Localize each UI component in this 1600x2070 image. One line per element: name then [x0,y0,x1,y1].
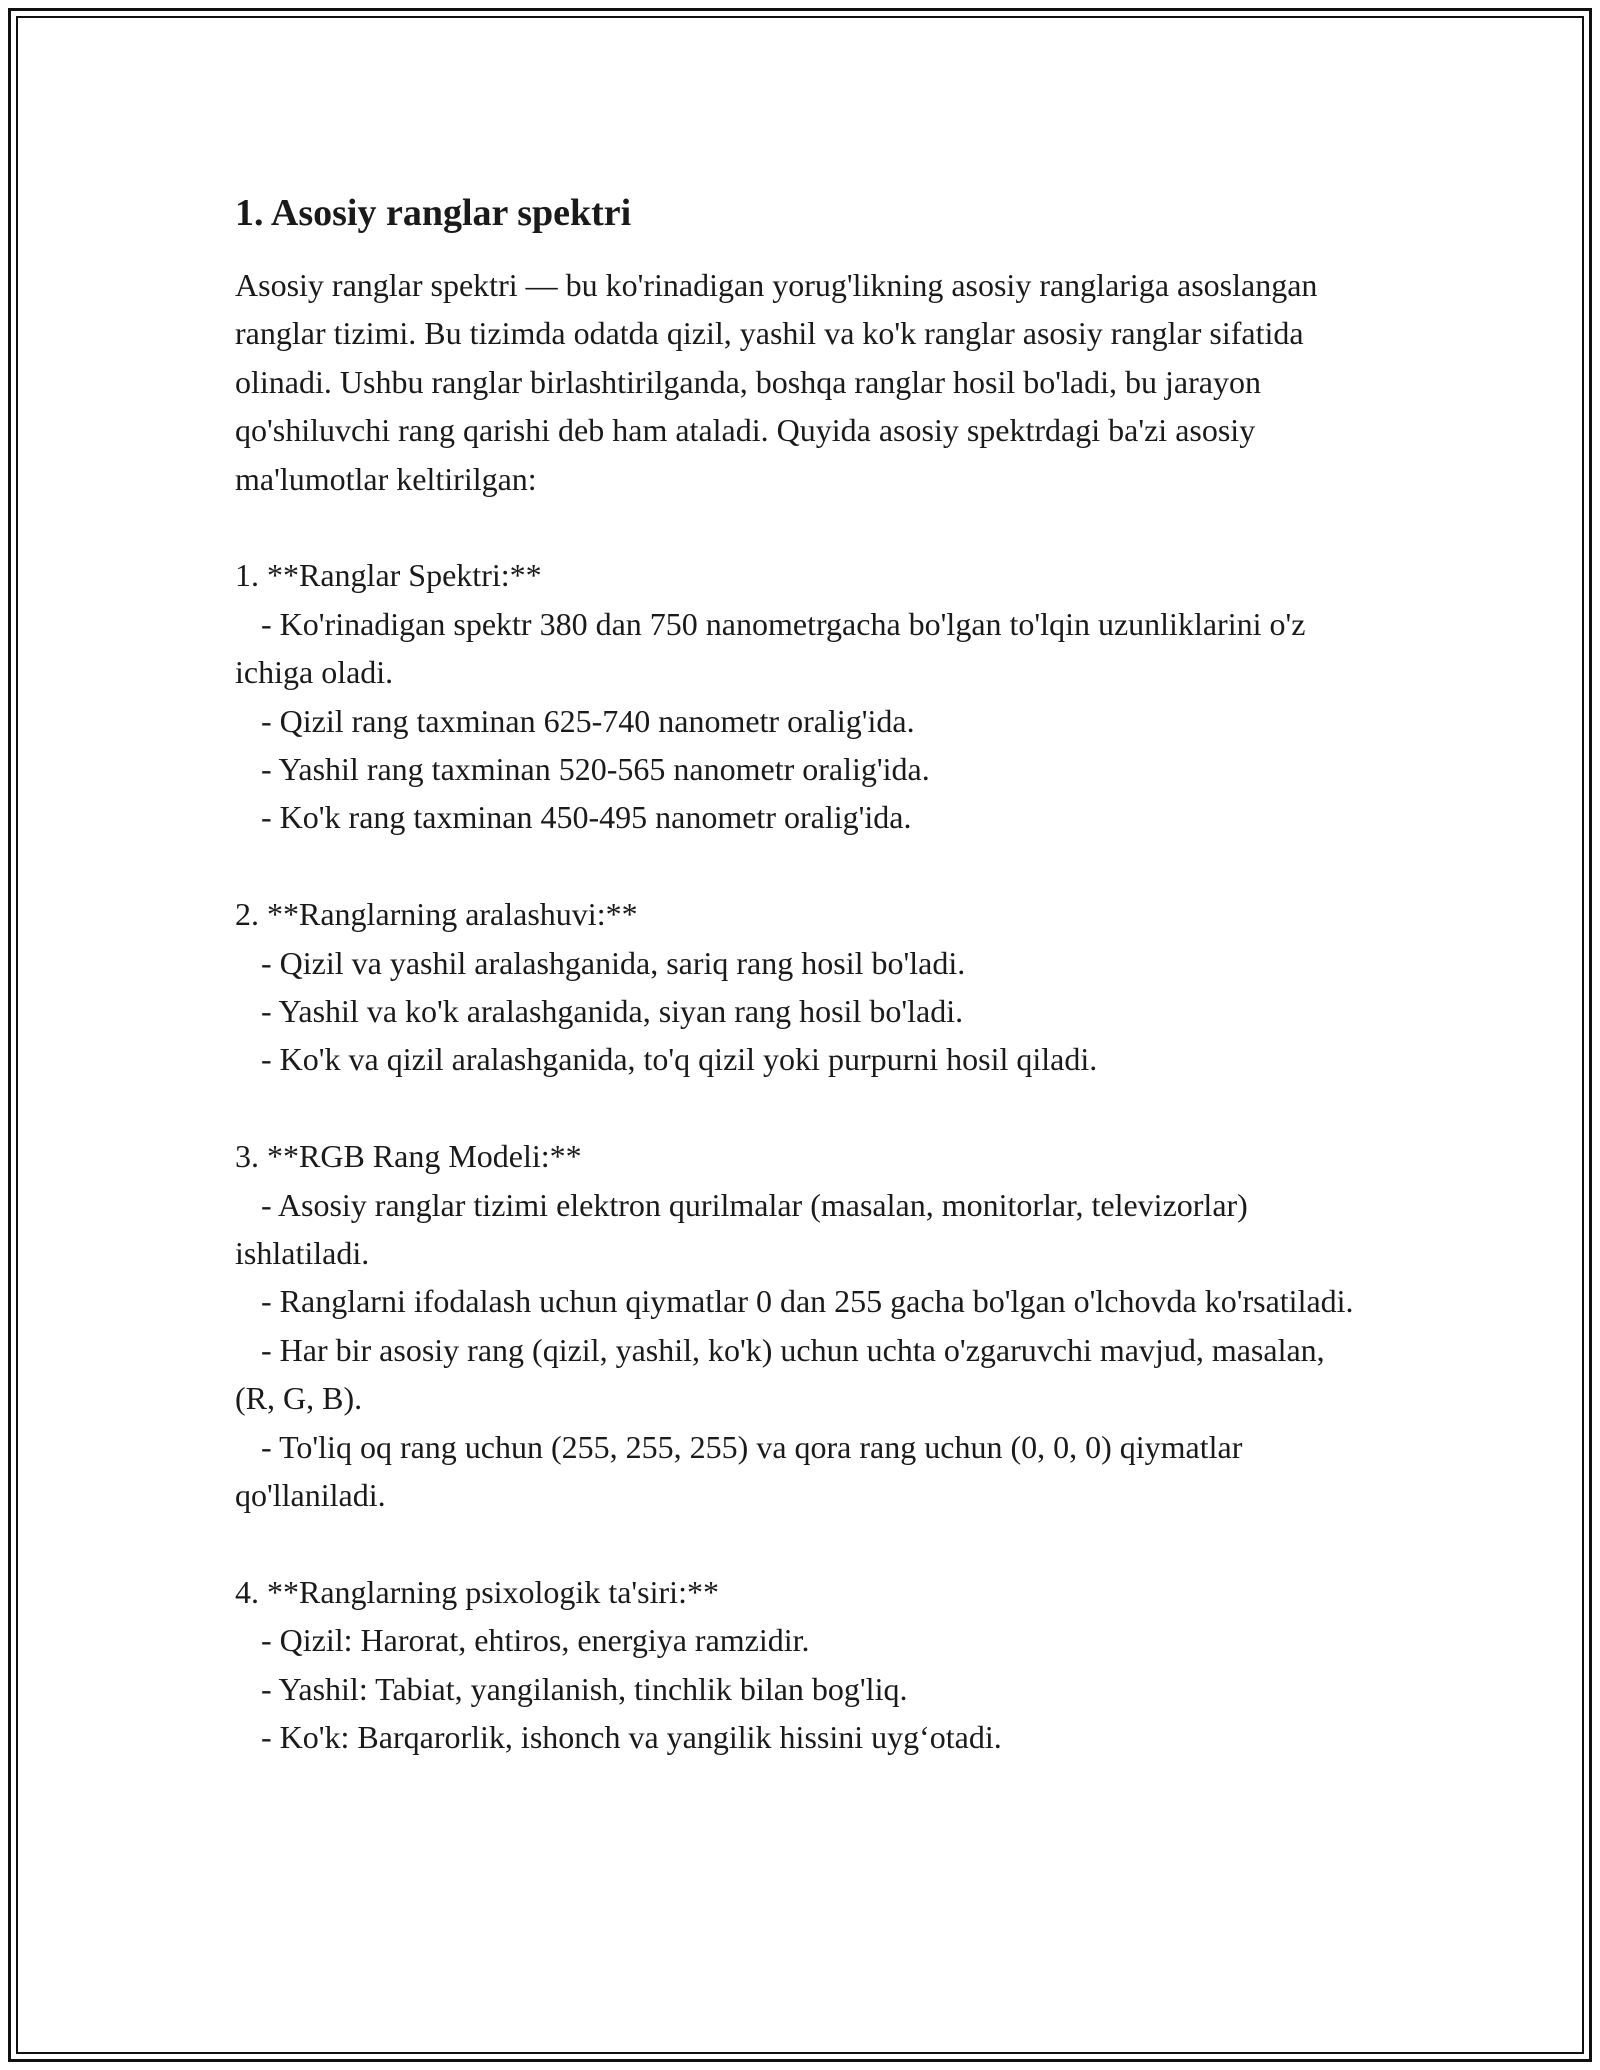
list-item: - Har bir asosiy rang (qizil, yashil, ko'k) uchun uchta o'zgaruvchi mavjud, masalan, (R, G, B). [235,1331,1325,1417]
list-item: - Qizil va yashil aralashganida, sariq rang hosil bo'ladi. [261,944,966,981]
section-heading: 3. **RGB Rang Modeli:** [235,1138,582,1175]
section-rgb-rang-modeli [235,1132,1365,1519]
list-item: - Yashil: Tabiat, yangilanish, tinchlik bilan bog'liq. [261,1670,908,1707]
list-item: - Asosiy ranglar tizimi elektron qurilmalar (masalan, monitorlar, televizorlar) ishlatiladi. [235,1186,1248,1272]
intro-paragraph: Asosiy ranglar spektri — bu ko'rinadigan yorug'likning asosiy ranglariga asoslangan ranglar tizimi. Bu tizimda odatda qizil, yashil va ko'k ranglar asosiy ranglar sifatida olinadi. Ushbu ranglar birlashtirilganda, boshqa ranglar hosil bo'ladi, bu jarayon qo'shiluvchi rang qarishi deb ham ataladi. Quyida asosiy spektrdagi ba'zi asosiy ma'lumotlar keltirilgan: [235,267,1318,497]
list-item: - Yashil va ko'k aralashganida, siyan rang hosil bo'ladi. [261,993,964,1030]
section-psixologik-tasiri [235,1568,1365,1762]
section-heading: 4. **Ranglarning psixologik ta'siri:** [235,1573,719,1610]
document-body [235,185,1365,1762]
list-item: - Yashil rang taxminan 520-565 nanometr oralig'ida. [261,751,930,788]
section-heading: 1. **Ranglar Spektri:** [235,557,542,594]
list-item: - Qizil: Harorat, ehtiros, energiya ramzidir. [261,1622,810,1659]
list-item: - Ko'k va qizil aralashganida, to'q qizil yoki purpurni hosil qiladi. [261,1041,1098,1078]
list-item: - Ko'rinadigan spektr 380 dan 750 nanometrgacha bo'lgan to'lqin uzunliklarini o'z ichiga oladi. [235,605,1306,691]
list-item: - Ko'k: Barqarorlik, ishonch va yangilik hissini uyg‘otadi. [261,1719,1002,1756]
list-item: - Qizil rang taxminan 625-740 nanometr oralig'ida. [261,702,915,739]
section-ranglarning-aralashuvi [235,890,1365,1084]
section-heading: 2. **Ranglarning aralashuvi:** [235,896,638,933]
section-ranglar-spektri [235,551,1365,841]
list-item: - Ranglarni ifodalash uchun qiymatlar 0 dan 255 gacha bo'lgan o'lchovda ko'rsatiladi. [261,1283,1354,1320]
document-title: 1. Asosiy ranglar spektri [235,192,632,234]
list-item: - To'liq oq rang uchun (255, 255, 255) va qora rang uchun (0, 0, 0) qiymatlar qo'llaniladi. [235,1428,1243,1514]
list-item: - Ko'k rang taxminan 450-495 nanometr oralig'ida. [261,799,912,836]
